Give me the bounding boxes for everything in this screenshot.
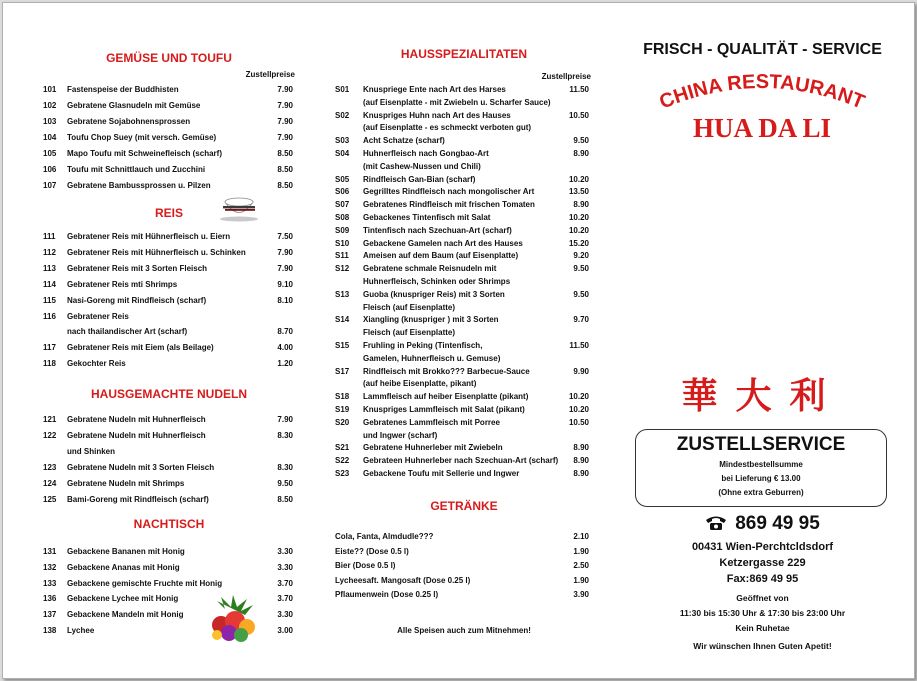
item-number: 132 [43, 562, 57, 572]
item-number: 121 [43, 415, 57, 424]
menu-item [333, 367, 595, 379]
menu-item [333, 200, 595, 212]
menu-item [333, 111, 595, 123]
middle-column [333, 3, 595, 678]
section-title-gemuese: GEMÜSE UND TOUFU [106, 51, 232, 65]
item-number: S12 [335, 264, 350, 274]
menu-item [333, 443, 595, 455]
item-price: 1.20 [277, 359, 293, 369]
item-name: Toufu Chop Suey (mit versch. Gemüse) [67, 133, 217, 142]
item-name: und Shinken [67, 447, 115, 456]
item-price: 7.90 [277, 415, 293, 424]
item-price: 8.30 [277, 463, 293, 472]
menu-item [333, 290, 595, 302]
item-number: S19 [335, 405, 350, 414]
restaurant-logo [627, 65, 897, 145]
item-name: Guoba (knuspriger Reis) mit 3 Sorten [363, 289, 505, 299]
item-price: 1.90 [573, 546, 589, 556]
menu-item [333, 149, 595, 161]
menu-item [39, 359, 299, 371]
item-price: 7.90 [277, 263, 293, 273]
item-price: 3.90 [573, 590, 589, 600]
item-number: S07 [335, 200, 350, 210]
menu-item [39, 248, 299, 260]
item-name: Gebratene Nudeln mit Huhnerfleisch [67, 431, 206, 440]
item-price: 8.50 [277, 149, 293, 158]
item-price: 3.70 [277, 594, 293, 604]
item-number: S13 [335, 289, 350, 299]
takeaway-note: Alle Speisen auch zum Mitnehmen! [397, 626, 531, 635]
item-name: Gebratener Reis mit Hühnerfleisch u. Schinken [67, 247, 246, 257]
menu-item [39, 181, 299, 193]
menu-item [333, 213, 595, 225]
item-name: Toufu mit Schnittlauch und Zucchini [67, 165, 206, 174]
item-price: 9.50 [573, 136, 589, 146]
item-price: 9.50 [277, 479, 293, 488]
item-price: 9.90 [573, 366, 589, 376]
menu-item [333, 277, 595, 289]
section-title-nudeln: HAUSGEMACHTE NUDELN [91, 387, 247, 401]
item-name: und Ingwer (scharf) [363, 430, 438, 440]
menu-item [333, 251, 595, 263]
item-number: 136 [43, 594, 57, 604]
menu-item [39, 280, 299, 292]
item-name: Xiangling (knuspriger ) mit 3 Sorten [363, 315, 499, 325]
menu-item [333, 379, 595, 391]
item-price: 7.90 [277, 133, 293, 142]
section-title-hausspezialitaeten: HAUSSPEZIALITATEN [400, 47, 528, 61]
item-price: 9.10 [277, 279, 293, 289]
menu-item [39, 296, 299, 308]
item-number: S02 [335, 110, 350, 120]
item-price: 3.30 [277, 547, 293, 556]
menu-item [39, 626, 299, 638]
menu-item [39, 610, 299, 622]
item-number: 112 [43, 247, 56, 257]
menu-item [39, 101, 299, 113]
item-name: Knuspriges Huhn nach Art des Hauses [363, 110, 511, 120]
opening-hours-label: Geöffnet von [736, 593, 789, 603]
delivery-service-box [635, 429, 887, 507]
address-line-1: 00431 Wien-Perchtcldsdorf [691, 541, 834, 553]
item-price: 9.50 [573, 264, 589, 274]
item-name: Mapo Toufu mit Schweinefleisch (scharf) [67, 149, 222, 158]
item-name: Gebratener Reis mit 3 Sorten Fleisch [67, 263, 208, 273]
item-name: Gebratener Reis mit Eiem (als Beilage) [67, 343, 214, 353]
item-number: 116 [43, 311, 56, 321]
drink-item [333, 576, 595, 588]
section-title-nachtisch: NACHTISCH [133, 517, 205, 531]
item-price: 10.20 [568, 392, 589, 402]
item-price: 9.70 [573, 315, 589, 325]
menu-item [39, 479, 299, 491]
item-name: Gebratene schmale Reisnudeln mit [363, 264, 497, 274]
item-number: S18 [335, 392, 350, 402]
item-name: (auf Eisenplatte - mit Zwiebeln u. Scharfer Sauce) [363, 97, 551, 107]
item-number: 124 [43, 479, 57, 488]
menu-item [333, 226, 595, 238]
item-name: Fleisch (auf Eisenplatte) [363, 328, 456, 338]
item-name: Nasi-Goreng mit Rindfleisch (scharf) [67, 295, 207, 305]
item-name: Gebackenes Tintenfisch mit Salat [363, 213, 491, 222]
item-price: 1.90 [573, 575, 589, 585]
item-number: 131 [43, 547, 57, 556]
fruit-basket-image [207, 595, 259, 643]
delivery-price-label: Zustellpreise [541, 72, 591, 81]
fax-number: Fax:869 49 95 [726, 573, 799, 585]
item-price: 8.70 [277, 327, 293, 337]
item-price: 10.20 [568, 405, 589, 414]
item-name: Gebackene Gamelen nach Art des Hauses [363, 238, 523, 248]
section-title-reis: REIS [154, 206, 183, 220]
item-number: S03 [335, 136, 350, 146]
item-price: 13.50 [568, 187, 589, 197]
menu-item [333, 405, 595, 417]
rest-day: Kein Ruhetae [735, 623, 790, 633]
menu-item [333, 354, 595, 366]
item-name: Gebratene Nudeln mit 3 Sorten Fleisch [67, 463, 215, 472]
item-name: Gebackene Bananen mit Honig [67, 547, 185, 556]
menu-item [333, 456, 595, 468]
menu-item [39, 447, 299, 459]
item-price: 8.10 [277, 295, 293, 305]
item-price: 2.50 [573, 561, 589, 571]
item-price: 8.50 [277, 495, 293, 504]
item-number: 114 [43, 279, 56, 289]
item-name: Gamelen, Huhnerfleisch u. Gemuse) [363, 353, 501, 363]
item-number: 101 [43, 85, 57, 94]
menu-item [333, 162, 595, 174]
service-title: ZUSTELLSERVICE [676, 434, 846, 455]
menu-item [333, 123, 595, 135]
chinese-name: 華大利 [681, 375, 844, 417]
menu-item [39, 579, 299, 591]
item-price: 8.90 [573, 443, 589, 453]
menu-item [39, 463, 299, 475]
greeting: Wir wünschen Ihnen Guten Apetit! [693, 641, 832, 651]
drink-item [333, 547, 595, 559]
item-price: 10.50 [568, 417, 589, 427]
item-name: Huhnerfleisch nach Gongbao-Art [363, 149, 489, 158]
item-name: Gekochter Reis [67, 359, 126, 369]
drink-item [333, 590, 595, 602]
item-price: 8.30 [277, 431, 293, 440]
item-number: 106 [43, 165, 57, 174]
item-number: S11 [335, 251, 349, 261]
item-number: 117 [43, 343, 56, 353]
drink-item [333, 532, 595, 544]
item-name: Lammfleisch auf heiber Eisenplatte (pikant) [363, 392, 529, 402]
item-name: Gebrateen Huhnerleber nach Szechuan-Art (scharf) [363, 456, 559, 466]
menu-item [333, 264, 595, 276]
item-price: 7.90 [277, 117, 293, 126]
item-number: 118 [43, 359, 56, 369]
item-price: 7.50 [277, 232, 293, 241]
item-number: S20 [335, 417, 350, 427]
menu-item [333, 328, 595, 340]
phone-row [615, 513, 910, 535]
item-number: S14 [335, 315, 350, 325]
item-name: Fastenspeise der Buddhisten [67, 85, 179, 94]
menu-item [333, 136, 595, 148]
item-name: Gebratener Reis mit Hühnerfleisch u. Eiern [67, 232, 231, 241]
item-name: Gebratener Reis [67, 311, 129, 321]
brand-top-text: CHINA RESTAURANT [656, 70, 868, 114]
item-name: Gebackene Ananas mit Honig [67, 562, 180, 572]
item-number: S01 [335, 85, 350, 94]
item-price: 8.90 [573, 149, 589, 158]
left-column [39, 3, 299, 678]
brand-name-text: HUA DA LI [692, 113, 832, 143]
item-price: 10.20 [568, 174, 589, 184]
menu-item [39, 264, 299, 276]
item-name: Fruhling in Peking (Tintenfisch, [363, 341, 483, 350]
item-number: 137 [43, 610, 57, 620]
item-price: 10.20 [568, 213, 589, 222]
item-number: S21 [335, 443, 350, 453]
item-name: Rindfleisch Gan-Bian (scharf) [363, 174, 476, 184]
menu-item [333, 85, 595, 97]
item-price: 9.50 [573, 289, 589, 299]
min-order-note: (Ohne extra Geburren) [718, 488, 804, 497]
item-name: Gebratener Reis mti Shrimps [67, 279, 178, 289]
item-name: Tintenfisch nach Szechuan-Art (scharf) [363, 225, 512, 235]
item-number: S05 [335, 174, 350, 184]
item-number: 104 [43, 133, 57, 142]
item-number: 133 [43, 578, 57, 588]
phone-number: 869 49 95 [735, 513, 820, 534]
item-name: Acht Schatze (scharf) [363, 136, 445, 146]
item-number: 125 [43, 495, 57, 504]
item-name: Gebratenes Rindfleisch mit frischen Tomaten [363, 200, 535, 210]
item-name: Lycheesaft. Mangosaft (Dose 0.25 l) [335, 575, 471, 585]
item-name: Bami-Goreng mit Rindfleisch (scharf) [67, 495, 209, 504]
item-price: 8.90 [573, 456, 589, 466]
menu-item [333, 98, 595, 110]
menu-item [39, 133, 299, 145]
item-name: (auf heibe Eisenplatte, pikant) [363, 379, 477, 389]
menu-item [39, 495, 299, 507]
item-price: 3.30 [277, 562, 293, 572]
item-name: Knuspriege Ente nach Art des Harses [363, 85, 506, 94]
svg-text:CHINA RESTAURANT [656, 71, 867, 114]
menu-item [333, 341, 595, 353]
item-name: Huhnerfleisch, Schinken oder Shrimps [363, 277, 511, 286]
menu-item [333, 431, 595, 443]
item-name: (auf Eisenplatte - es schmeckt verboten gut) [363, 123, 532, 133]
menu-item [39, 165, 299, 177]
item-price: 11.50 [569, 341, 589, 350]
item-name: Gebratene Bambussprossen u. Pilzen [67, 181, 211, 190]
item-name: nach thailandischer Art (scharf) [67, 327, 188, 337]
telephone-icon [705, 515, 727, 531]
menu-flyer [2, 2, 915, 679]
item-price: 10.20 [568, 225, 589, 235]
item-price: 7.90 [277, 101, 293, 110]
item-name: Fleisch (auf Eisenplatte) [363, 302, 456, 312]
item-price: 9.20 [573, 251, 589, 261]
item-number: 102 [43, 101, 57, 110]
item-number: S08 [335, 213, 350, 222]
item-name: (mit Cashew-Nussen und Chili) [363, 161, 481, 171]
menu-item [333, 239, 595, 251]
min-order-value: bei Lieferung € 13.00 [721, 474, 801, 483]
item-name: Gebackene Mandeln mit Honig [67, 610, 184, 620]
item-number: 107 [43, 181, 57, 190]
item-price: 8.90 [573, 469, 589, 478]
section-title-getraenke: GETRÄNKE [430, 499, 498, 513]
item-name: Knuspriges Lammfleisch mit Salat (pikant) [363, 405, 525, 414]
item-name: Lychee [67, 626, 95, 635]
item-name: Rindfleisch mit Brokko??? Barbecue-Sauce [363, 366, 530, 376]
item-name: Cola, Fanta, Almdudle??? [335, 532, 434, 541]
menu-item [333, 175, 595, 187]
item-number: S10 [335, 238, 350, 248]
slogan: FRISCH - QUALITÄT - SERVICE [643, 41, 882, 58]
menu-item [39, 117, 299, 129]
menu-item [39, 149, 299, 161]
item-name: Eiste?? (Dose 0.5 l) [335, 546, 409, 556]
item-name: Gebackene Toufu mit Sellerie und Ingwer [363, 469, 520, 478]
address-line-2: Ketzergasse 229 [719, 557, 806, 569]
item-price: 3.70 [277, 578, 293, 588]
item-number: S09 [335, 225, 350, 235]
item-name: Gebratene Glasnudeln mit Gemüse [67, 101, 201, 110]
right-column [615, 3, 910, 678]
item-name: Gebratene Huhnerleber mit Zwiebeln [363, 443, 503, 453]
menu-item [333, 303, 595, 315]
item-number: 138 [43, 626, 57, 635]
menu-item [39, 232, 299, 244]
item-number: S15 [335, 341, 350, 350]
item-name: Bier (Dose 0.5 l) [335, 561, 396, 571]
item-price: 7.90 [277, 85, 293, 94]
menu-item [333, 315, 595, 327]
item-number: 105 [43, 149, 57, 158]
item-number: 122 [43, 431, 57, 440]
item-price: 4.00 [277, 343, 293, 353]
menu-item [39, 327, 299, 339]
item-name: Gebratene Nudeln mit Huhnerfleisch [67, 415, 206, 424]
item-price: 8.50 [277, 165, 293, 174]
item-price: 8.50 [277, 181, 293, 190]
menu-item [39, 563, 299, 575]
item-price: 3.00 [277, 626, 293, 635]
menu-item [333, 418, 595, 430]
item-price: 3.30 [277, 610, 293, 620]
item-price: 2.10 [573, 532, 589, 541]
menu-item [333, 187, 595, 199]
item-price: 15.20 [568, 238, 589, 248]
min-order-label: Mindestbestellsumme [719, 460, 803, 469]
item-name: Gebratene Sojabohnensprossen [67, 117, 191, 126]
menu-item [39, 343, 299, 355]
menu-item [39, 415, 299, 427]
item-number: 103 [43, 117, 57, 126]
item-number: S17 [335, 366, 350, 376]
item-name: Gebratene Nudeln mit Shrimps [67, 479, 185, 488]
item-number: 113 [43, 263, 56, 273]
item-number: S23 [335, 469, 350, 478]
menu-item [39, 431, 299, 443]
item-number: 115 [43, 295, 56, 305]
item-price: 11.50 [569, 85, 589, 94]
menu-item [39, 547, 299, 559]
delivery-price-label: Zustellpreise [245, 70, 295, 79]
item-number: 123 [43, 463, 57, 472]
rice-bowl-image [219, 193, 259, 223]
menu-item [39, 85, 299, 97]
item-price: 8.90 [573, 200, 589, 210]
opening-hours: 11:30 bis 15:30 Uhr & 17:30 bis 23:00 Uhr [679, 608, 846, 618]
item-number: S22 [335, 456, 350, 466]
menu-item [333, 469, 595, 481]
item-name: Ameisen auf dem Baum (auf Eisenplatte) [363, 251, 519, 261]
item-price: 7.90 [277, 247, 293, 257]
menu-item [333, 392, 595, 404]
drink-item [333, 561, 595, 573]
item-name: Gebackene gemischte Fruchte mit Honig [67, 578, 223, 588]
item-name: Gebratenes Lammfleisch mit Porree [363, 417, 500, 427]
menu-item [39, 594, 299, 606]
item-price: 10.50 [568, 110, 589, 120]
item-number: S04 [335, 149, 350, 158]
item-name: Gegrilltes Rindfleisch nach mongolischer Art [363, 187, 535, 197]
item-name: Pflaumenwein (Dose 0.25 l) [335, 590, 439, 600]
item-name: Gebackene Lychee mit Honig [67, 594, 179, 604]
menu-item [39, 312, 299, 324]
item-number: S06 [335, 187, 350, 197]
item-number: 111 [43, 232, 56, 241]
